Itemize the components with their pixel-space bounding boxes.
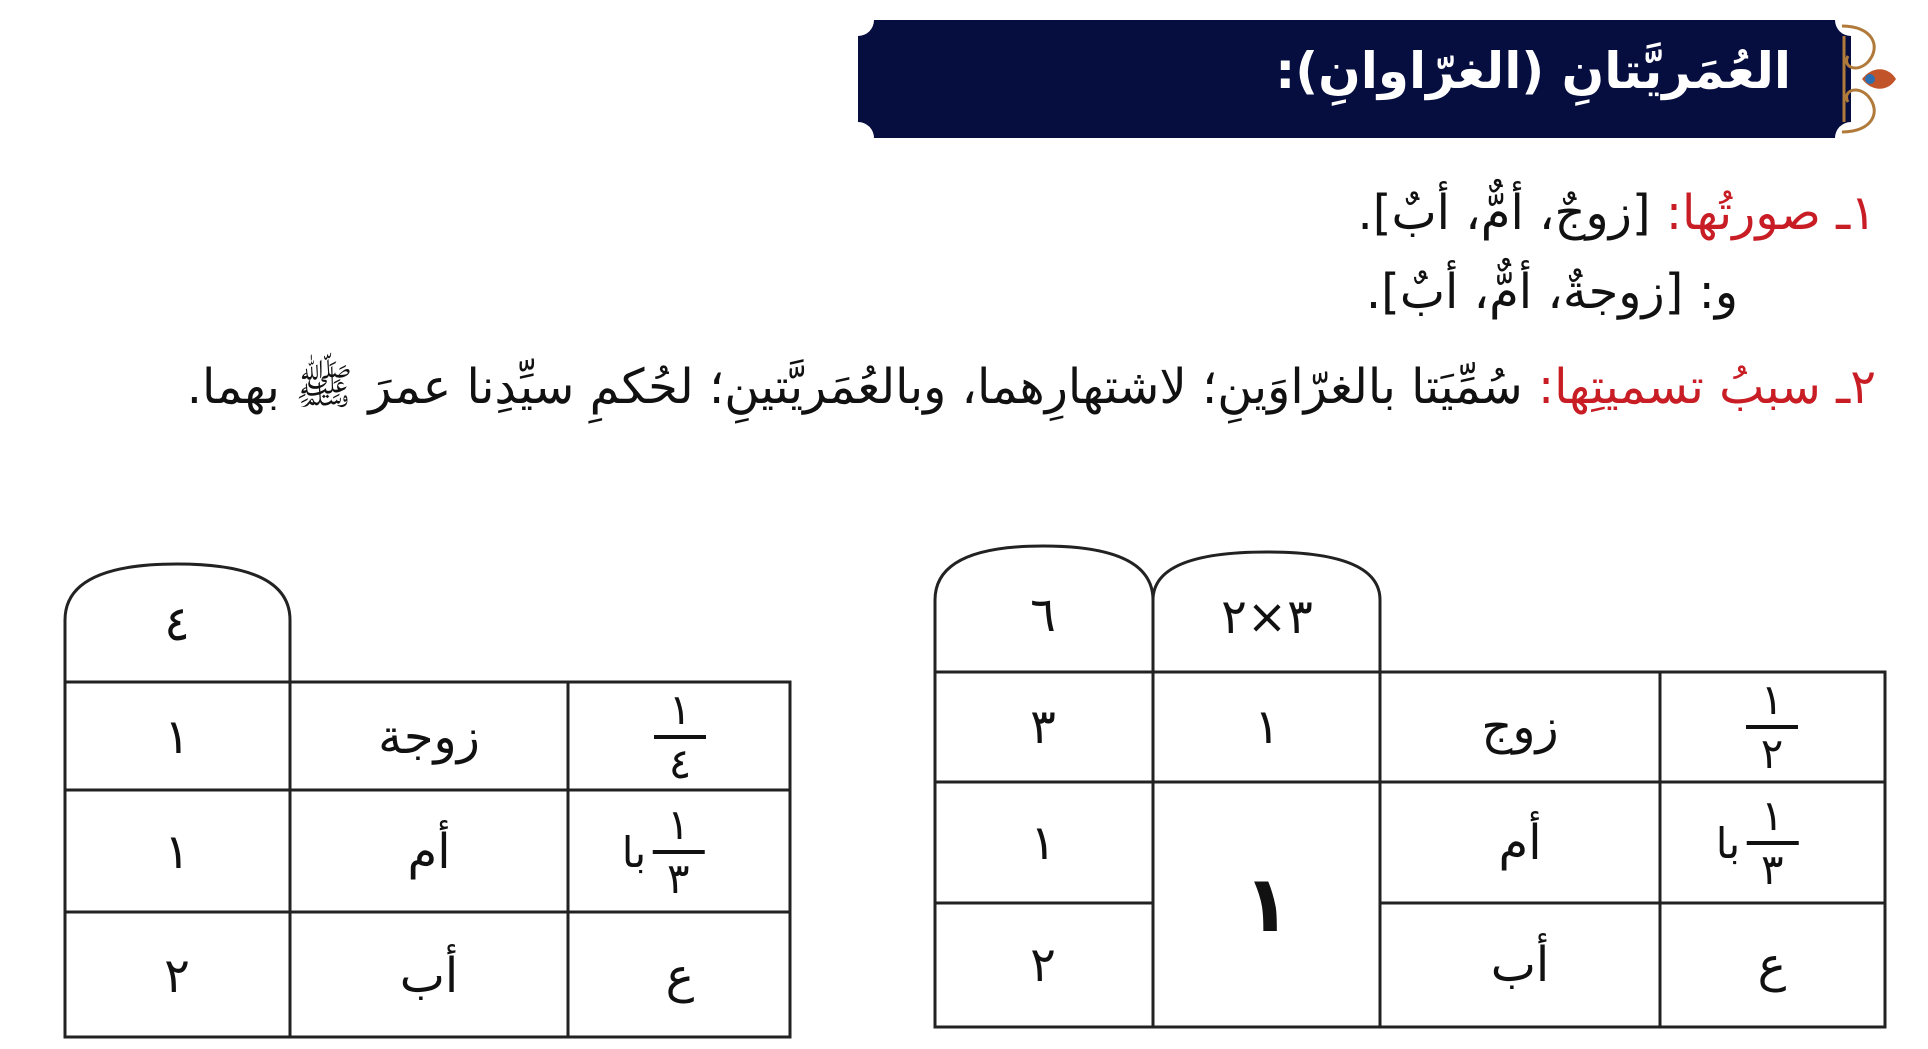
share-fraction: ١ ٤ [654, 689, 706, 785]
reason-text: سُمِّيَتا بالغرّاوَينِ؛ لاشتهارِهما، وبالعُمَريَّتينِ؛ لحُكمِ سيِّدِنا عمرَ ﷺ بهما. [186, 359, 1538, 415]
heir-label: أم [407, 824, 451, 880]
share-residue: ع [665, 948, 695, 1004]
heir-label: أب [1490, 937, 1550, 993]
heir-label: زوج [1481, 699, 1559, 755]
table-cell: ١ [1254, 699, 1280, 755]
table-cell: ٢ [164, 948, 190, 1004]
merged-cell: ١ [1243, 860, 1291, 950]
form-label: ١ـ صورتُها: [1665, 185, 1876, 241]
table-left-header-total: ٤ [164, 596, 190, 652]
heir-label: أم [1498, 815, 1542, 871]
section-title: العُمَريَّتانِ (الغرّاوانِ): [1275, 42, 1791, 100]
table-cell: ١ [164, 824, 190, 880]
share-fraction-remainder: با $\frac{١}{٣}$ [1716, 795, 1799, 891]
share-residue: ع [1757, 937, 1787, 993]
share-fraction: ١ ٢ [1746, 679, 1798, 775]
table-right-header-total: ٦ [1030, 587, 1056, 643]
reason-label: ٢ـ سببُ تسميتِها: [1537, 359, 1876, 415]
table-cell: ٣ [1030, 699, 1056, 755]
table-cell: ٢ [1030, 937, 1056, 993]
table-right-header-factor: ٣×٢ [1221, 589, 1313, 645]
heir-label: أب [399, 948, 459, 1004]
table-cell: ١ [1030, 815, 1056, 871]
form-text: [زوجٌ، أمٌّ، أبٌ]. [1357, 185, 1666, 241]
heir-label: زوجة [378, 709, 480, 765]
form-alt-text: و: [زوجةٌ، أمٌّ، أبٌ]. [1365, 264, 1738, 320]
table-cell: ١ [164, 709, 190, 765]
share-fraction-remainder: با $\frac{١}{٣}$ [622, 804, 705, 900]
